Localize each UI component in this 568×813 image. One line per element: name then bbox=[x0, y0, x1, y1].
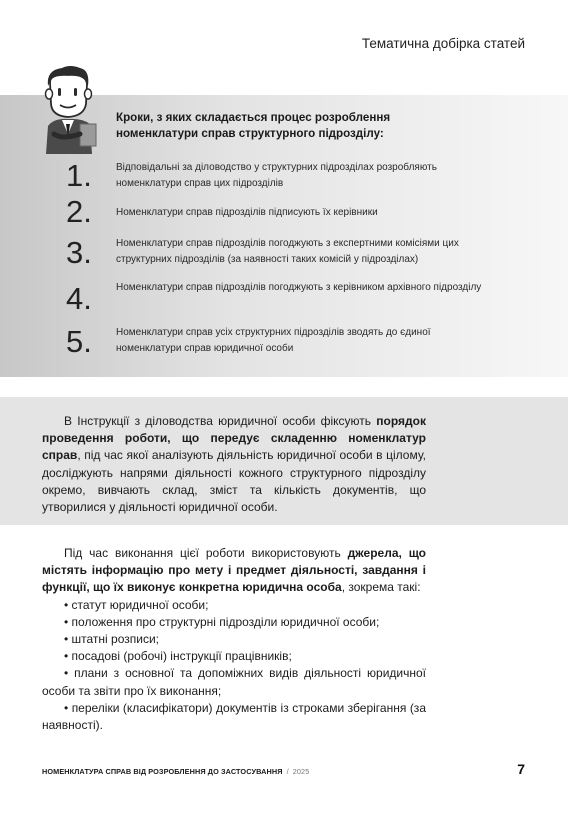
step-text: Номенклатури справ усіх структурних підрозділів зводять до єдиної номенклатури справ юридичної особи bbox=[116, 327, 431, 354]
page-header-title: Тематична добірка статей bbox=[361, 36, 525, 51]
list-item: • статут юридичної особи; bbox=[64, 597, 209, 612]
footer-year: 2025 bbox=[292, 767, 310, 776]
list-item: • положення про структурні підрозділи юридичної особи; bbox=[64, 614, 380, 629]
list-item: • штатні розписи; bbox=[64, 632, 160, 647]
page-number: 7 bbox=[517, 761, 525, 777]
mascot-illustration bbox=[40, 64, 102, 154]
sources-emphasis: джерела, що містять інформацію про мету і предмет діяльності, завдання і функції, що їх виконує конкретна юридична особа bbox=[42, 546, 426, 595]
step-number: 3. bbox=[66, 235, 92, 270]
intro-emphasis: порядок проведення роботи, що передує складенню номенклатур справ bbox=[42, 414, 426, 463]
step-text: Номенклатури справ підрозділів погоджують з керівником архівного підрозділу bbox=[116, 282, 482, 293]
step-text: Номенклатури справ підрозділів підписують їх керівники bbox=[116, 207, 378, 218]
sources-paragraph: Під час виконання цієї роботи використовують джерела, що містять інформацію про мету і предмет діяльності, завдання і функції, що їх виконує конкретна юридична особа, зокрема такі: • статут юридичної особи; • положення про структурні підрозділи юридичної особи; • штатні розписи; • посадові (робочі) інструкції працівників; • плани з основної та допоміжних видів діяльності юридичної особи та звіти про їх виконання; • переліки (класифікатори) документів із строками зберігання (за наявності). bbox=[42, 545, 426, 734]
step-number: 1. bbox=[66, 158, 92, 193]
intro-paragraph: В Інструкції з діловодства юридичної особи фіксують порядок проведення роботи, що передує складенню номенклатур справ, під час якої аналізують діяльність юридичної особи в цілому, досліджують напрями діяльності кожного структурного підрозділу окремо, вивчають склад, зміст та кількість документів, що утворилися у діяльності юридичної особи. bbox=[42, 414, 426, 515]
step-text: Відповідальні за діловодство у структурних підрозділах розробляють номенклатури справ цих підрозділів bbox=[116, 162, 437, 189]
list-item: • посадові (робочі) інструкції працівників; bbox=[64, 649, 292, 664]
step-number: 5. bbox=[66, 324, 92, 359]
step-text: Номенклатури справ підрозділів погоджують з експертними комісіями цих структурних підрозділів (за наявності таких комісій у підрозділах) bbox=[116, 238, 459, 265]
footer-separator: / bbox=[286, 767, 289, 776]
step-number: 2. bbox=[66, 194, 92, 229]
footer-title: НОМЕНКЛАТУРА СПРАВ ВІД РОЗРОБЛЕННЯ ДО ЗАСТОСУВАННЯ / 2025 bbox=[42, 767, 310, 776]
step-number: 4. bbox=[66, 281, 92, 316]
list-item: • плани з основної та допоміжних видів діяльності юридичної особи та звіти про їх виконання; bbox=[42, 666, 426, 698]
steps-heading: Кроки, з яких складається процес розроблення номенклатури справ структурного підрозділу: bbox=[116, 111, 391, 140]
sources-list bbox=[42, 597, 426, 735]
list-item: • переліки (класифікатори) документів із строками зберігання (за наявності). bbox=[42, 700, 426, 733]
